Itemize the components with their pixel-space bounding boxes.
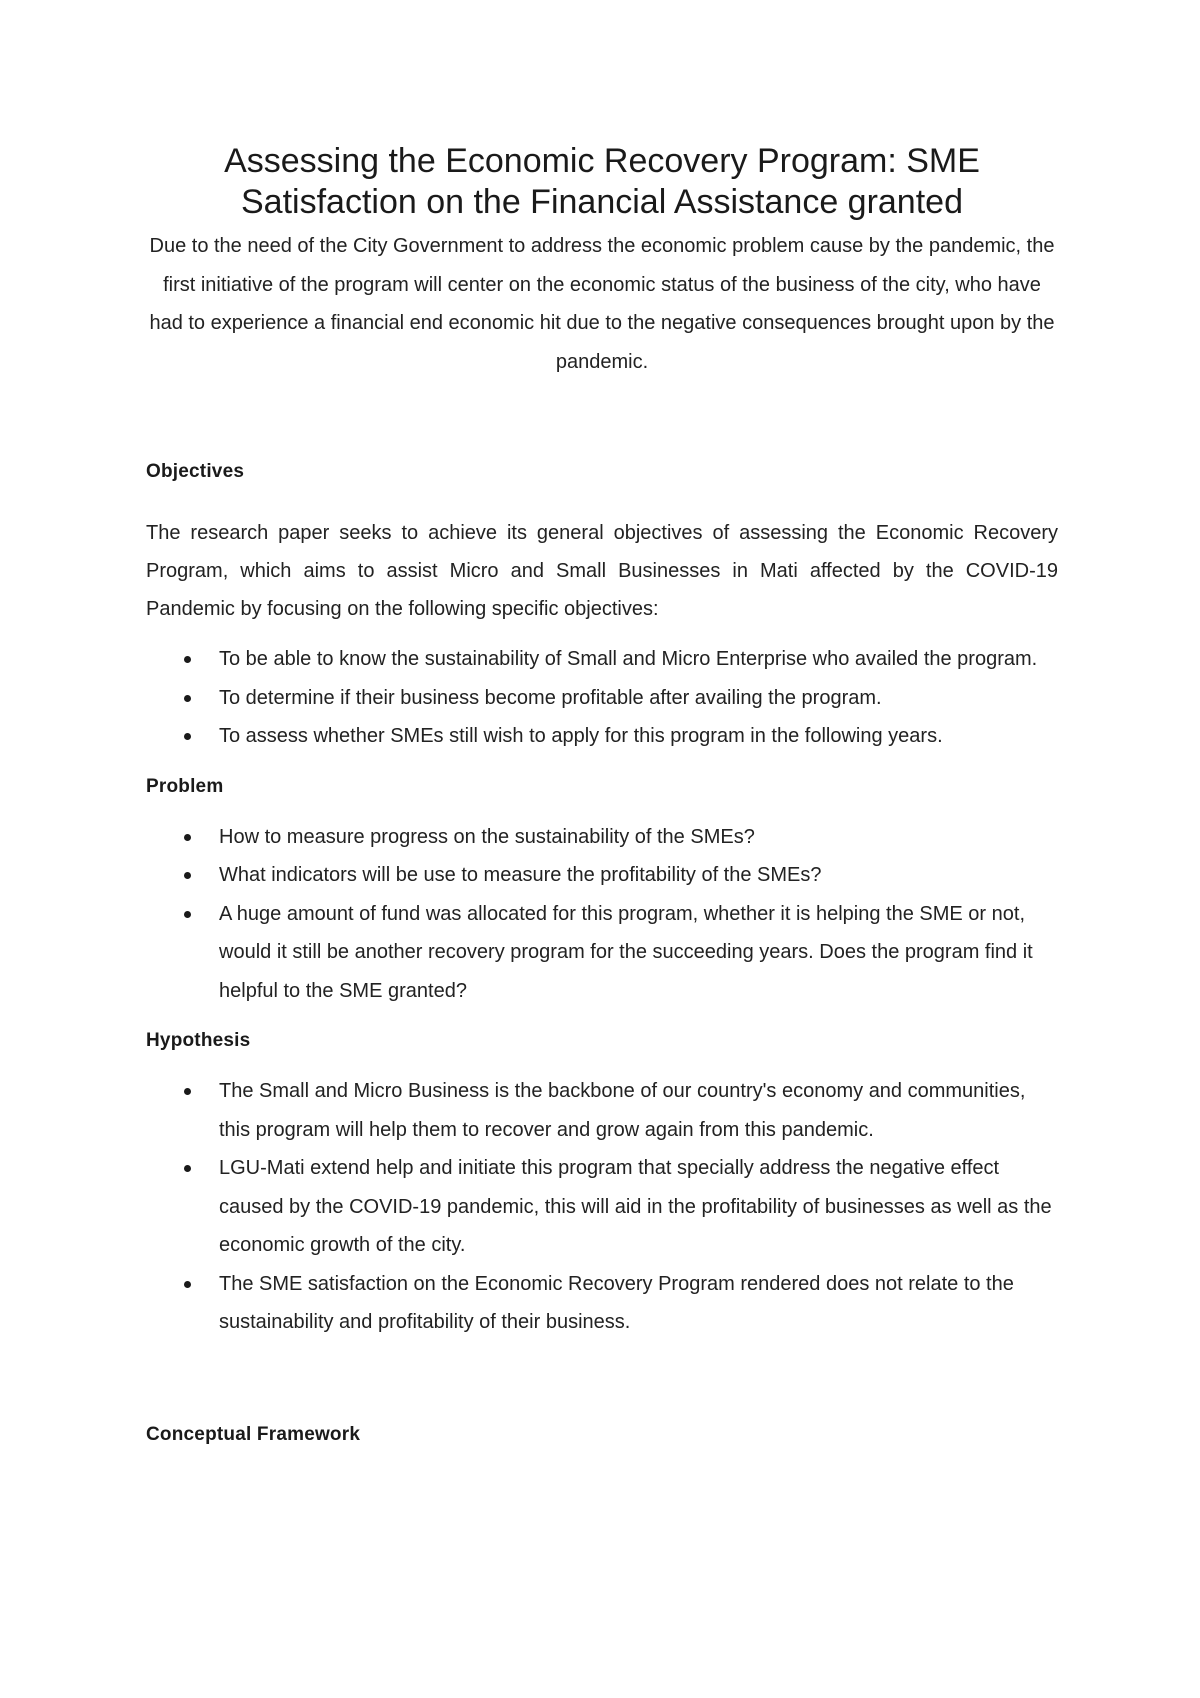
bullet-icon <box>184 1088 191 1095</box>
bullet-icon <box>184 872 191 879</box>
list-item <box>146 640 1058 679</box>
list-item <box>146 856 1058 895</box>
objectives-paragraph: The research paper seeks to achieve its general objectives of assessing the Economic Recovery Program, which aims to assist Micro and Small Businesses in Mati affected by the COVID-19 Pandemic by focusing on the following specific objectives: <box>146 522 1058 620</box>
hypothesis-section <box>146 1029 1058 1342</box>
list-item <box>146 1265 1058 1342</box>
list-item <box>146 1149 1058 1265</box>
framework-heading: Conceptual Framework <box>146 1423 361 1445</box>
list-item-text: To be able to know the sustainability of Small and Micro Enterprise who availed the program. <box>219 648 1038 670</box>
list-item-text: The SME satisfaction on the Economic Recovery Program rendered does not relate to the sustainability and profitability of their business. <box>219 1272 1014 1333</box>
intro-paragraph: Due to the need of the City Government to address the economic problem cause by the pandemic, the first initiative of the program will center on the economic status of the business of the city, who have had to experience a financial end economic hit due to the negative consequences brought upon by the pandemic. <box>149 235 1055 373</box>
list-item-text: How to measure progress on the sustainability of the SMEs? <box>219 825 755 848</box>
hypothesis-heading: Hypothesis <box>146 1030 251 1051</box>
list-item <box>146 679 1058 718</box>
bullet-icon <box>184 733 191 740</box>
bullet-icon <box>184 1281 191 1288</box>
problem-heading: Problem <box>146 775 224 797</box>
bullet-icon <box>184 834 191 841</box>
objectives-list <box>146 640 1058 756</box>
framework-section <box>146 1423 1058 1447</box>
document-title: Assessing the Economic Recovery Program: SME Satisfaction on the Financial Assistance granted <box>224 142 980 221</box>
list-item <box>146 818 1058 857</box>
problem-list <box>146 818 1058 1011</box>
bullet-icon <box>184 656 191 663</box>
objectives-heading: Objectives <box>146 461 245 482</box>
list-item-text: To assess whether SMEs still wish to apply for this program in the following years. <box>219 725 943 747</box>
list-item-text: The Small and Micro Business is the backbone of our country's economy and communities, this program will help them to recover and grow again from this pandemic. <box>219 1080 1026 1141</box>
list-item-text: To determine if their business become profitable after availing the program. <box>219 686 882 709</box>
list-item-text: What indicators will be use to measure the profitability of the SMEs? <box>219 864 822 886</box>
list-item-text: LGU-Mati extend help and initiate this program that specially address the negative effect caused by the COVID-19 pandemic, this will aid in the profitability of businesses as well as the economic growth of the city. <box>219 1157 1052 1256</box>
hypothesis-list <box>146 1072 1058 1342</box>
document-body <box>146 141 1058 1447</box>
objectives-section <box>146 460 1058 756</box>
bullet-icon <box>184 695 191 702</box>
list-item <box>146 717 1058 756</box>
problem-section <box>146 775 1058 1011</box>
list-item-text: A huge amount of fund was allocated for this program, whether it is helping the SME or not, would it still be another recovery program for the succeeding years. Does the program find it helpful to the SME granted? <box>219 902 1033 1002</box>
bullet-icon <box>184 1165 191 1172</box>
list-item <box>146 895 1058 1011</box>
bullet-icon <box>184 911 191 918</box>
list-item <box>146 1072 1058 1149</box>
